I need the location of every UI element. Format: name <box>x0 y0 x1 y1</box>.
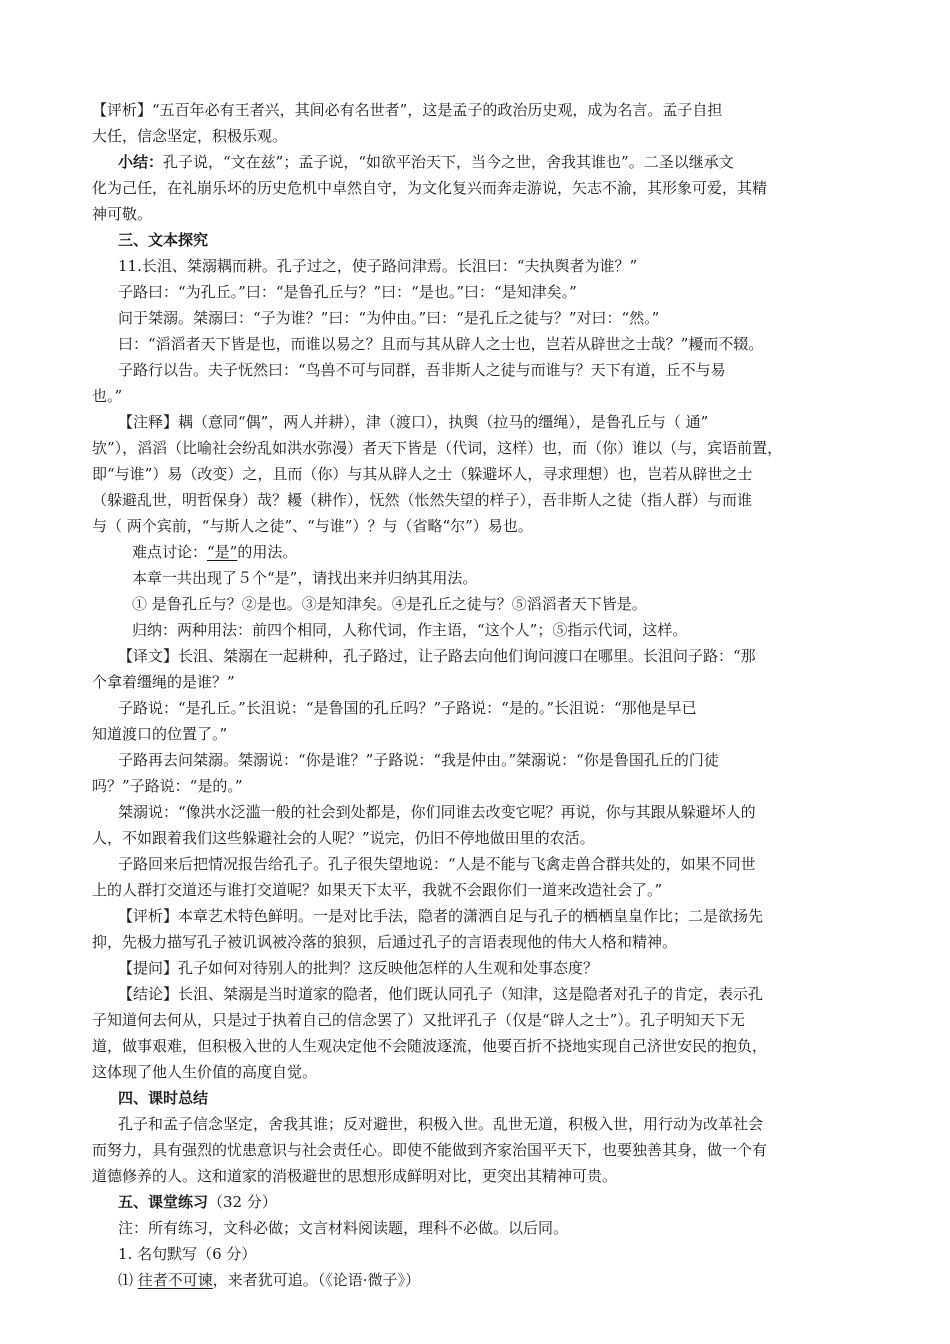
text-line: 化为己任，在礼崩乐坏的历史危机中卓然自守，为文化复兴而奔走游说，矢志不渝，其形象可爱，其精 <box>92 179 768 197</box>
section-heading: 三、文本探究 <box>118 231 209 249</box>
text-line <box>118 150 888 174</box>
text-line: 本章一共出现了５个“是”，请找出来并归纳其用法。 <box>132 569 478 587</box>
text-line: 子知道何去何从，只是过于执着自己的信念罢了）又批评孔子（仅是“辟人之士”）。孔子明知天下无 <box>92 1011 745 1029</box>
difficulty-text: 的用法。 <box>237 543 298 561</box>
text-line: 孔子和孟子信念坚定，舍我其谁；反对避世，积极入世。乱世无道，积极入世，用行动为改革社会 <box>118 1115 764 1133</box>
text-line: 与（ 两个宾前，“与斯人之徒”、“与谁”）？与（省略“尔”）易也。 <box>92 517 533 535</box>
text-line: 抑，先极力描写孔子被讥讽被冷落的狼狈，后通过孔子的言语表现他的伟大人格和精神。 <box>92 933 678 951</box>
difficulty-keyword: “是” <box>207 543 238 561</box>
difficulty-label: 难点讨论： <box>132 543 208 561</box>
text-line: 个拿着缰绳的是谁？” <box>92 673 235 691</box>
text-line: 1. 名句默写（6 分） <box>118 1245 257 1263</box>
text-fragment: ，来者犹可追。（《论语·微子》） <box>212 1271 421 1289</box>
summary-text: 孔子说，“文在兹”；孟子说，“如欲平治天下，当今之世，舍我其谁也”。二圣以继承文 <box>163 153 734 171</box>
text-line: 上的人群打交道还与谁打交道呢？如果天下太平，我就不会跟你们一道来改造社会了。” <box>92 881 663 899</box>
text-line: 子路回来后把情况报告给孔子。孔子很失望地说：“人是不能与飞禽走兽合群共处的，如果不同世 <box>118 855 756 873</box>
text-line: 子路再去问桀溺。桀溺说：“你是谁？”子路说：“我是仲由。”桀溺说：“你是鲁国孔丘的门徒 <box>118 751 719 769</box>
text-line: 桀溺说：“像洪水泛滥一般的社会到处都是，你们同谁去改变它呢？再说，你与其跟从躲避坏人的 <box>118 803 756 821</box>
text-line: 子路说：“是孔丘。”长沮说：“是鲁国的孔丘吗？”子路说：“是的。”长沮说：“那他是早已 <box>118 699 697 717</box>
text-line <box>118 1268 888 1292</box>
text-line: 神可敬。 <box>92 205 153 223</box>
text-line: 大任，信念坚定，积极乐观。 <box>92 127 288 145</box>
text-line: 曰：“滔滔者天下皆是也，而谁以易之？且而与其从辟人之士也，岂若从辟世之士哉？”耰而不辍。 <box>118 335 764 353</box>
text-line: 而努力，具有强烈的忧患意识与社会责任心。即使不能做到齐家治国平天下，也要独善其身，做一个有 <box>92 1141 768 1159</box>
fill-in-answer: 往者不可谏 <box>137 1271 213 1289</box>
text-line: 子路行以告。夫子怃然曰：“鸟兽不可与同群，吾非斯人之徒与而谁与？天下有道，丘不与易 <box>118 361 726 379</box>
text-line: 归纳：两种用法：前四个相同，人称代词，作主语，“这个人”；⑤指示代词，这样。 <box>132 621 688 639</box>
section-score: （32 分） <box>208 1193 277 1211</box>
text-line: ① 是鲁孔丘与？②是也。③是知津矣。④是孔丘之徒与？⑤滔滔者天下皆是。 <box>132 595 647 613</box>
text-line: 【评析】本章艺术特色鲜明。一是对比手法，隐者的潇洒自足与孔子的栖栖皇皇作比；二是欲扬先 <box>118 907 764 925</box>
text-line: 子路曰：“为孔丘。”曰：“是鲁孔丘与？”曰：“是也。”曰：“是知津矣。” <box>118 283 577 301</box>
item-number: ⑴ <box>118 1271 138 1289</box>
text-line: 问于桀溺。桀溺曰：“子为谁？”曰：“为仲由。”曰：“是孔丘之徒与？”对曰：“然。” <box>118 309 660 327</box>
text-line <box>132 540 902 564</box>
section-heading: 四、课时总结 <box>118 1089 209 1107</box>
text-line: 欤”），滔滔（比喻社会纷乱如洪水弥漫）者天下皆是（代词，这样）也，而（你）谁以（与，宾语前置， <box>92 439 783 457</box>
text-line: 人，不如跟着我们这些躲避社会的人呢？”说完，仍旧不停地做田里的农活。 <box>92 829 595 847</box>
text-line: 道德修养的人。这和道家的消极避世的思想形成鲜明对比，更突出其精神可贵。 <box>92 1167 618 1185</box>
text-line: 吗？”子路说：“是的。” <box>92 777 243 795</box>
text-line: 注：所有练习，文科必做；文言材料阅读题，理科不必做。以后同。 <box>118 1219 569 1237</box>
text-line: 【提问】孔子如何对待别人的批判？这反映他怎样的人生观和处事态度？ <box>118 959 599 977</box>
text-line: 即“与谁”）易（改变）之，且而（你）与其从辟人之士（躲避坏人，寻求理想）也，岂若从辟世之士 <box>92 465 753 483</box>
text-line: 也。” <box>92 387 123 405</box>
text-line: 【结论】长沮、桀溺是当时道家的隐者，他们既认同孔子（知津，这是隐者对孔子的肯定，表示孔 <box>118 985 764 1003</box>
text-line: 知道渡口的位置了。” <box>92 725 228 743</box>
text-line: 【注释】耦（意同“偶”，两人并耕），津（渡口），执舆（拉马的缰绳），是鲁孔丘与（ 通” <box>118 413 709 431</box>
section-heading: 五、课堂练习 <box>118 1193 209 1211</box>
text-line: （躲避乱世，明哲保身）哉？耰（耕作），怃然（怅然失望的样子），吾非斯人之徒（指人群）与而谁 <box>92 491 753 509</box>
text-line: 道，做事艰难，但积极入世的人生观决定他不会随波逐流，他要百折不挠地实现自己济世安民的抱负， <box>92 1037 768 1055</box>
text-line <box>118 1190 888 1214</box>
text-line: 11.长沮、桀溺耦而耕。孔子过之，使子路问津焉。长沮曰：“夫执舆者为谁？” <box>118 257 638 275</box>
text-line: 这体现了他人生价值的高度自觉。 <box>92 1063 318 1081</box>
text-line: 【评析】“五百年必有王者兴，其间必有名世者”，这是孟子的政治历史观，成为名言。孟子自担 <box>92 101 723 119</box>
summary-label: 小结： <box>118 153 164 171</box>
text-line: 【译文】长沮、桀溺在一起耕种，孔子路过，让子路去向他们询问渡口在哪里。长沮问子路：“那 <box>118 647 756 665</box>
